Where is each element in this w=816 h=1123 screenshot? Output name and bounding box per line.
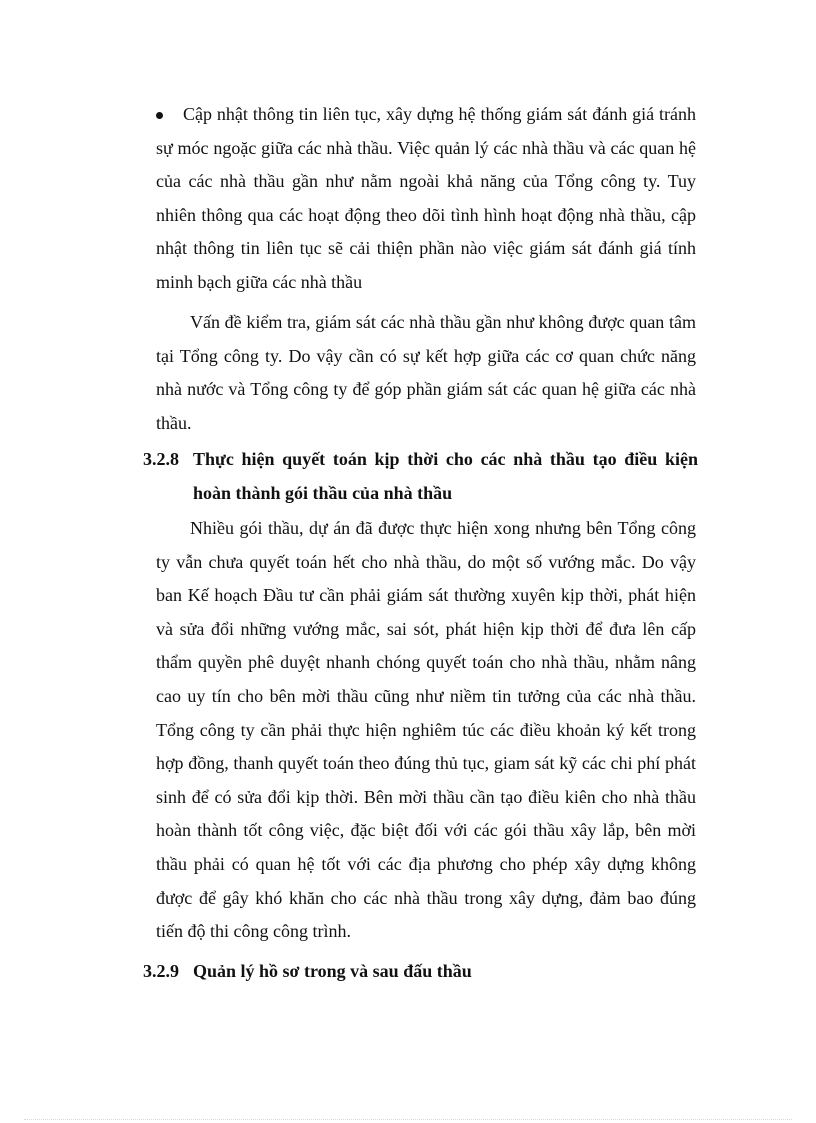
paragraph-settlement: Nhiều gói thầu, dự án đã được thực hiện xong nhưng bên Tổng công ty vẫn chưa quyết toán hết cho nhà thầu, do một số vướng mắc. Do vậy ban Kế hoạch Đầu tư cần phải giám sát thường xuyên kịp thời, phát hiện và sửa đổi những vướng mắc, sai sót, phát hiện kịp thời để đưa lên cấp thẩm quyền phê duyệt nhanh chóng quyết toán cho nhà thầu, nhằm nâng cao uy tín cho bên mời thầu cũng như niềm tin tưởng của các nhà thầu. Tổng công ty cần phải thực hiện nghiêm túc các điều khoản ký kết trong hợp đồng, thanh quyết toán theo đúng thủ tục, giam sát kỹ các chi phí phát sinh để có sửa đổi kịp thời. Bên mời thầu cần tạo điều kiên cho nhà thầu hoàn thành tốt công việc, đặc biệt đối với các gói thầu xây lắp, bên mời thầu phải có quan hệ tốt với các địa phương cho phép xây dựng không được để gây khó khăn cho các nhà thầu trong xây dựng, đảm bao đúng tiến độ thi công công trình. <box>156 518 696 942</box>
bullet-text: Cập nhật thông tin liên tục, xây dựng hệ thống giám sát đánh giá tránh sự móc ngoặc giữa các nhà thầu. Việc quản lý các nhà thầu và các quan hệ của các nhà thầu gần như nằm ngoài khả năng của Tổng công ty. Tuy nhiên thông qua các hoạt động theo dõi tình hình hoạt động nhà thầu, cập nhật thông tin liên tục sẽ cải thiện phần nào việc giám sát đánh giá tính minh bạch giữa các nhà thầu <box>156 104 696 292</box>
bullet-icon <box>156 112 163 119</box>
page-bottom-divider <box>24 1119 792 1120</box>
paragraph-inspection: Vấn đề kiểm tra, giám sát các nhà thầu gần như không được quan tâm tại Tổng công ty. Do vậy cần có sự kết hợp giữa các cơ quan chức năng nhà nước và Tổng công ty để góp phần giám sát các quan hệ giữa các nhà thầu. <box>156 312 696 433</box>
section-number: 3.2.9 <box>143 961 179 981</box>
section-title: Quản lý hồ sơ trong và sau đấu thầu <box>193 961 472 981</box>
bullet-item <box>156 98 696 300</box>
section-title: Thực hiện quyết toán kịp thời cho các nhà thầu tạo điều kiện hoàn thành gói thầu của nhà thầu <box>193 449 698 503</box>
section-number: 3.2.8 <box>143 449 179 469</box>
